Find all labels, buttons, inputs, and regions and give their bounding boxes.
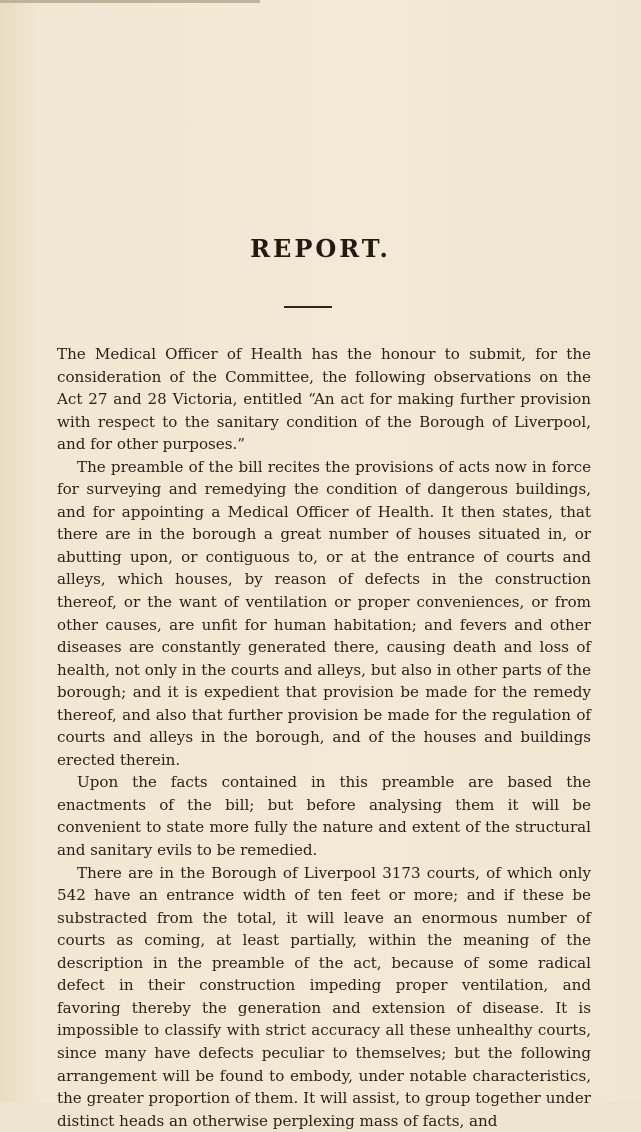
page-edge-shadow xyxy=(0,0,260,3)
report-heading: REPORT. xyxy=(250,234,391,264)
paragraph-1: The Medical Officer of Health has the honour to submit, for the consideration of the Committee, the following observations on the Act 27 and 28 Victoria, entitled “An act for making further provision with respect to the sanitary condition of the Borough of Liverpool, and for other purposes.” xyxy=(57,345,591,454)
heading-divider xyxy=(284,306,332,308)
report-body xyxy=(57,343,591,1132)
paragraph-4: There are in the Borough of Liverpool 3173 courts, of which only 542 have an entrance width of ten feet or more; and if these be substracted from the total, it will leave an enormous number of courts as coming, at least partially, within the meaning of the description in the preamble of the act, because of some radical defect in their construction impeding proper ventilation, and favoring thereby the generation and extension of disease. It is impossible to classify with strict accuracy all these unhealthy courts, since many have defects peculiar to themselves; but the following arrangement will be found to embody, under notable characteristics, the greater proportion of them. It will assist, to group together under distinct heads an otherwise perplexing mass of facts, and xyxy=(57,863,591,1130)
paragraph-3: Upon the facts contained in this preamble are based the enactments of the bill; but before analysing them it will be convenient to state more fully the nature and extent of the structural and sanitary evils to be remedied. xyxy=(57,773,591,860)
paragraph-2: The preamble of the bill recites the provisions of acts now in force for surveying and remedying the condition of dangerous buildings, and for appointing a Medical Officer of Health. It then states, that there are in the borough a great number of houses situated in, or abutting upon, or contiguous to, or at the entrance of courts and alleys, which houses, by reason of defects in the construction thereof, or the want of ventilation or proper conveniences, or from other causes, are unfit for human habitation; and fevers and other diseases are constantly generated there, causing death and loss of health, not only in the courts and alleys, but also in other parts of the borough; and it is expedient that provision be made for the remedy thereof, and also that further provision be made for the regulation of courts and alleys in the borough, and of the houses and buildings erected therein. xyxy=(57,457,591,769)
